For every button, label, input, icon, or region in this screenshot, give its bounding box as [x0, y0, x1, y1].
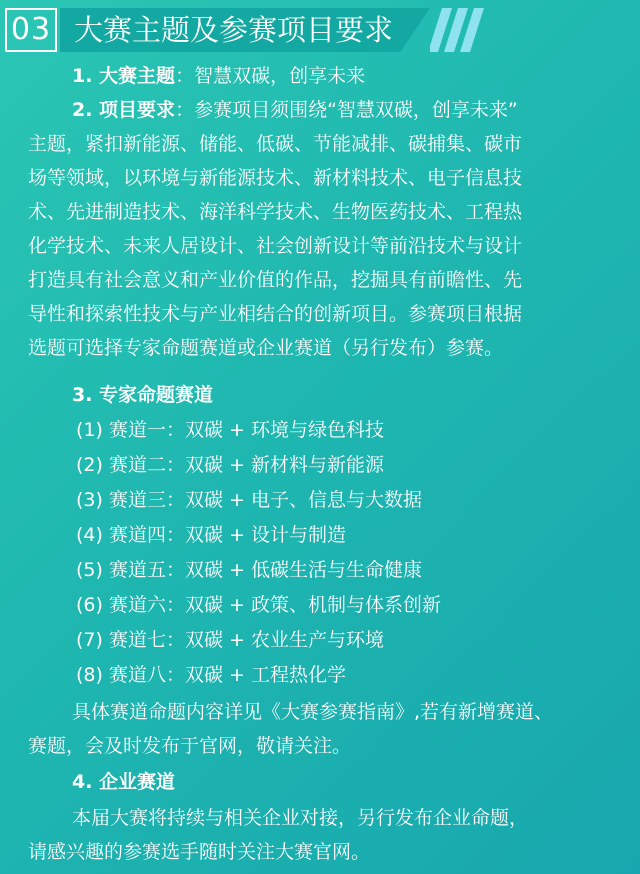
track-item-5: (5) 赛道五：双碳 + 低碳生活与生命健康: [76, 559, 422, 581]
section2-text-0: ：参赛项目须围绕“智慧双碳，创享未来”: [175, 99, 518, 121]
section2-text-6: 导性和探索性技术与产业相结合的创新项目。参赛项目根据: [28, 303, 523, 325]
track-item-4: (4) 赛道四：双碳 + 设计与制造: [76, 524, 346, 546]
section2-label: 2. 项目要求: [72, 99, 176, 121]
track-item-1: (1) 赛道一：双碳 + 环境与绿色科技: [76, 419, 384, 441]
section-header: [0, 0, 640, 60]
section2-text-2: 场等领域，以环境与新能源技术、新材料技术、电子信息技: [28, 167, 523, 189]
section2-text-7: 选题可选择专家命题赛道或企业赛道（另行发布）参赛。: [28, 337, 504, 359]
section3-note-1: 赛题，会及时发布于官网，敬请关注。: [28, 735, 352, 757]
track-item-3: (3) 赛道三：双碳 + 电子、信息与大数据: [76, 489, 422, 511]
section2-line: [72, 98, 518, 122]
section1-label: 1. 大赛主题: [72, 65, 176, 87]
section2-text-3: 术、先进制造技术、海洋科学技术、生物医药技术、工程热: [28, 201, 523, 223]
section2-text-5: 打造具有社会意义和产业价值的作品，挖掘具有前瞻性、先: [28, 269, 523, 291]
section-number: 03: [5, 8, 57, 52]
decorative-stripes-icon: [430, 8, 510, 52]
track-item-7: (7) 赛道七：双碳 + 农业生产与环境: [76, 629, 384, 651]
section3-note-0: 具体赛道命题内容详见《大赛参赛指南》,若有新增赛道、: [72, 701, 554, 723]
section4-text-0: 本届大赛将持续与相关企业对接，另行发布企业命题，: [72, 807, 529, 829]
section2-text-4: 化学技术、未来人居设计、社会创新设计等前沿技术与设计: [28, 235, 523, 257]
track-item-6: (6) 赛道六：双碳 + 政策、机制与体系创新: [76, 594, 441, 616]
section4-text-1: 请感兴趣的参赛选手随时关注大赛官网。: [28, 841, 371, 863]
section1-line: [72, 64, 365, 88]
section2-text-1: 主题，紧扣新能源、储能、低碳、节能减排、碳捕集、碳市: [28, 133, 523, 155]
track-item-2: (2) 赛道二：双碳 + 新材料与新能源: [76, 454, 384, 476]
section1-text: ：智慧双碳，创享未来: [175, 65, 366, 87]
section-title: 大赛主题及参赛项目要求: [74, 13, 394, 47]
track-item-8: (8) 赛道八：双碳 + 工程热化学: [76, 664, 346, 686]
section4-label: 4. 企业赛道: [72, 771, 176, 793]
section3-label: 3. 专家命题赛道: [72, 384, 214, 406]
